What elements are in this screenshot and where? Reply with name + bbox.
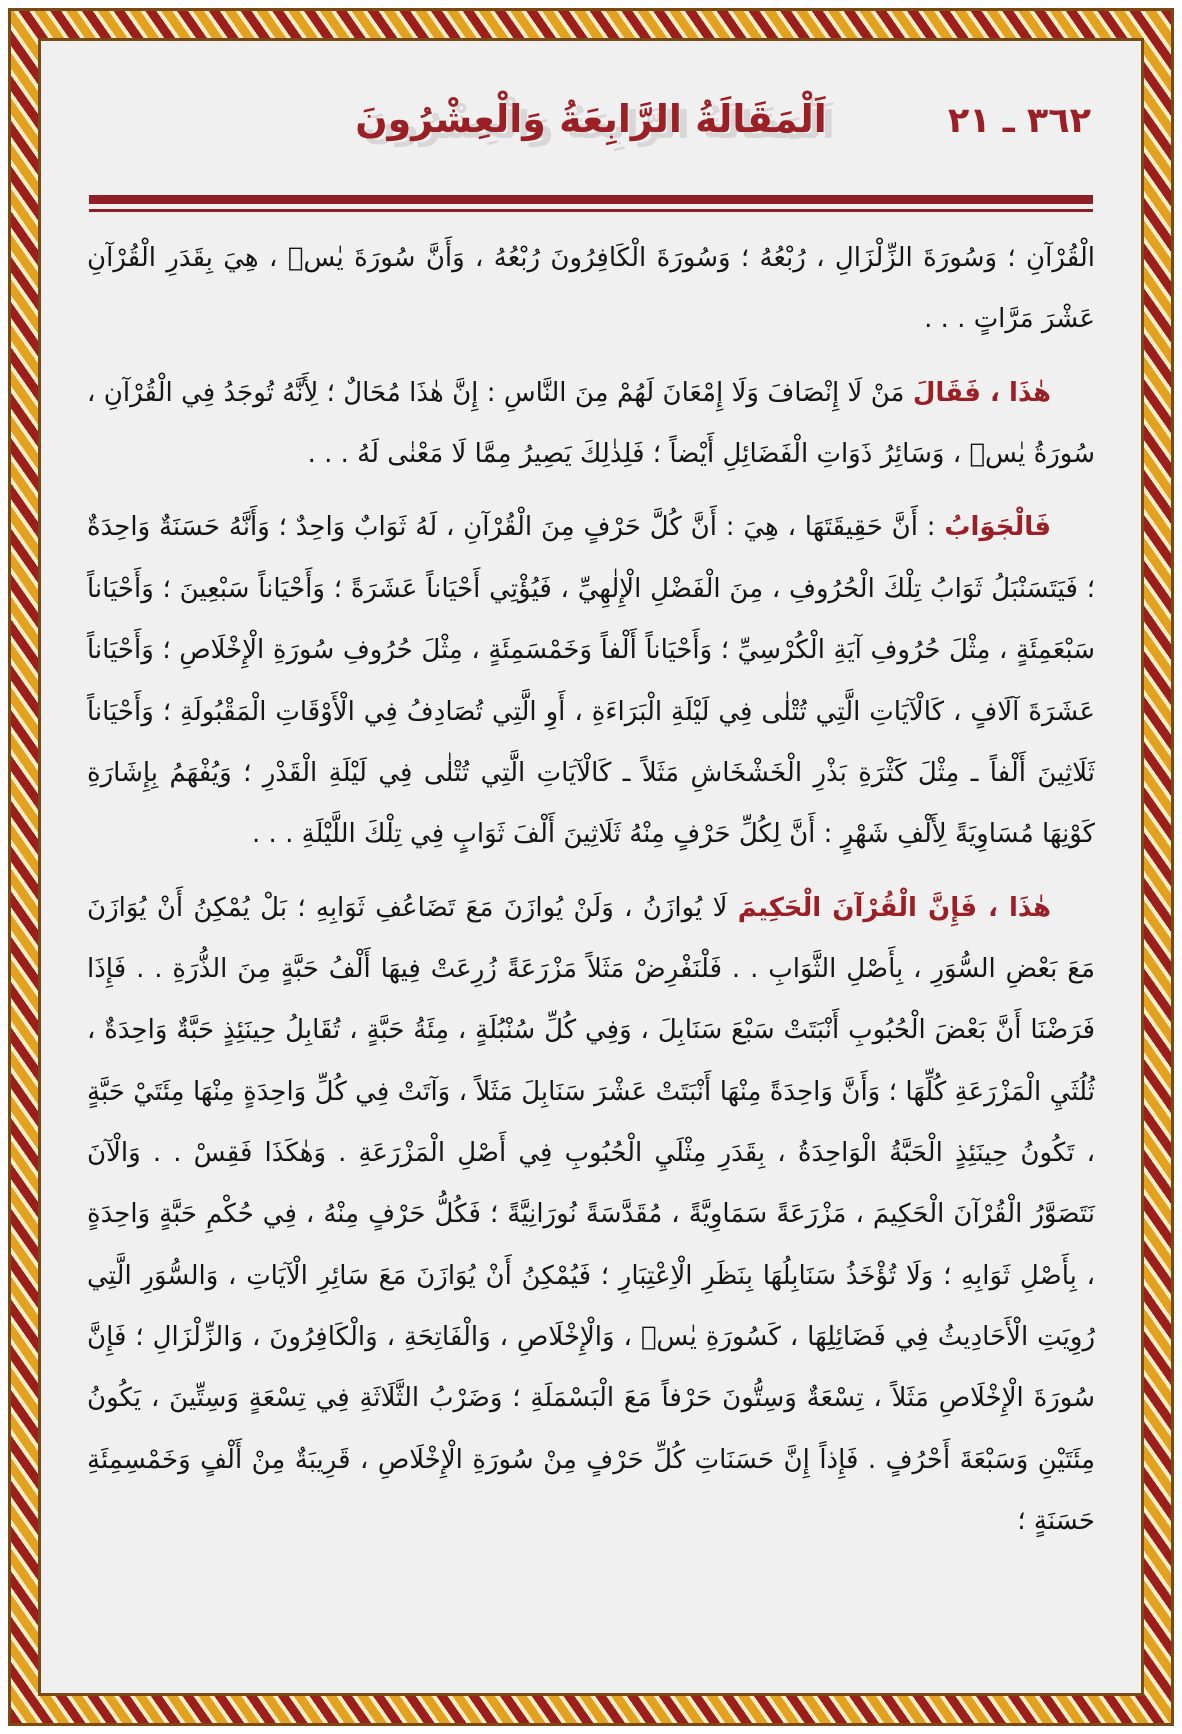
page-header: [75, 59, 1107, 181]
page-number: ٣٦٢ ـ ٢١: [947, 101, 1091, 141]
paragraph: [87, 363, 1095, 486]
page-title: اَلْمَقَالَةُ الرَّابِعَةُ وَالْعِشْرُونَ: [355, 97, 827, 141]
page-content-area: [38, 38, 1144, 1696]
body-text: [75, 212, 1107, 1553]
paragraph-text: لَا يُوازَنُ ، وَلَنْ يُوازَنَ مَعَ تَضَاعُفِ ثَوَابِهِ ؛ بَلْ يُمْكِنُ أَنْ يُوَازَنَ مَعَ بَعْضِ السُّوَرِ ، بِأَصْلِ الثَّوَابِ . . فَلْنَفْرِضْ مَثَلاً مَزْرَعَةً زُرِعَتْ فِيهَا أَلْفُ حَبَّةٍ مِنَ الذُّرَةِ . . فَإِذَا فَرَضْنَا أَنَّ بَعْضَ الْحُبُوبِ أَنْبَتَتْ سَبْعَ سَنَابِلَ ، وَفِي كُلِّ سُنْبُلَةٍ ، مِئَةُ حَبَّةٍ ، تُقَابِلُ حِينَئِذٍ حَبَّةٌ وَاحِدَةٌ ، ثُلُثَيِ الْمَزْرَعَةِ كُلِّهَا ؛ وَأَنَّ وَاحِدَةً مِنْهَا أَنْبَتَتْ عَشْرَ سَنَابِلَ مَثَلاً ، وَآتَتْ فِي كُلِّ وَاحِدَةٍ مِنْهَا مِئَتَيْ حَبَّةٍ ، تَكُونُ حِينَئِذٍ الْحَبَّةُ الْوَاحِدَةُ ، بِقَدَرِ مِثْلَيِ الْحُبُوبِ فِي أَصْلِ الْمَزْرَعَةِ . وَهٰكَذَا فَقِسْ . . وَالْآنَ نَتَصَوَّرُ الْقُرْآنَ الْحَكِيمَ ، مَزْرَعَةً سَمَاوِيَّةً ، مُقَدَّسَةً نُورَانِيَّةً ؛ فَكُلُّ حَرْفٍ مِنْهُ ، فِي حُكْمِ حَبَّةٍ وَاحِدَةٍ ، بِأَصْلِ ثَوَابِهِ ؛ وَلَا تُؤْخَذُ سَنَابِلُهَا بِنَظَرِ الْاِعْتِبَارِ ؛ فَيُمْكِنُ أَنْ يُوَازَنَ مَعَ سَائِرِ الْآيَاتِ ، وَالسُّوَرِ الَّتِي رُوِيَتِ الْأَحَادِيثُ فِي فَضَائِلِهَا ، كَسُورَةِ يٰسۤ ، وَالْإِخْلَاصِ ، وَالْفَاتِحَةِ ، وَالْكَافِرُونَ ، وَالزِّلْزَالِ ؛ فَإِنَّ سُورَةَ الْإِخْلَاصِ مَثَلاً ، تِسْعَةٌ وَسِتُّونَ حَرْفاً مَعَ الْبَسْمَلَةِ ؛ وَضَرْبُ الثَّلَاثَةِ فِي تِسْعَةٍ وَسِتِّينَ ، يَكُونُ مِئَتَيْنِ وَسَبْعَةَ أَحْرُفٍ . فَإِذاً إِنَّ حَسَنَاتِ كُلِّ حَرْفٍ مِنْ سُورَةِ الْإِخْلَاصِ ، قَرِيبَةٌ مِنْ أَلْفٍ وَخَمْسِمِئَةِ حَسَنَةٍ ؛: [87, 892, 1095, 1537]
ornamental-border: [8, 8, 1174, 1726]
paragraph-lead-red: هٰذَا ، فَإِنَّ الْقُرْآنَ الْحَكِيمَ: [737, 892, 1051, 923]
paragraph-text: الْقُرْآنِ ؛ وَسُورَةَ الزِّلْزَالِ ، رُبْعُهُ ؛ وَسُورَةَ الْكَافِرُونَ رُبْعُهُ ، وَأَنَّ سُورَةَ يٰسۤ ، هِيَ بِقَدَرِ الْقُرْآنِ عَشْرَ مَرَّاتٍ . . .: [87, 243, 1095, 335]
paragraph: [87, 497, 1095, 865]
paragraph-text: : أَنَّ حَقِيقَتَهَا ، هِيَ : أَنَّ كُلَّ حَرْفٍ مِنَ الْقُرْآنِ ، لَهُ ثَوَابٌ وَاحِدٌ ؛ وَأَنَّهُ حَسَنَةٌ وَاحِدَةٌ ؛ فَيَتَسَنْبَلُ ثَوَابُ تِلْكَ الْحُرُوفِ ، مِنَ الْفَضْلِ الْإِلٰهِيِّ ، فَيُؤْتِي أَحْيَاناً عَشَرَةً ؛ وَأَحْيَاناً سَبْعِينَ ؛ وَأَحْيَاناً سَبْعَمِئَةٍ ، مِثْلَ حُرُوفِ آيَةِ الْكُرْسِيِّ ؛ وَأَحْيَاناً أَلْفاً وَخَمْسَمِئَةٍ ، مِثْلَ حُرُوفِ سُورَةِ الْإِخْلَاصِ ؛ وَأَحْيَاناً عَشَرَةَ آلَافٍ ، كَالْآيَاتِ الَّتِي تُتْلٰى فِي لَيْلَةِ الْبَرَاءَةِ ، أَوِ الَّتِي تُصَادِفُ فِي الْأَوْقَاتِ الْمَقْبُولَةِ ؛ وَأَحْيَاناً ثَلَاثِينَ أَلْفاً ـ مِثْلَ كَثْرَةِ بَذْرِ الْخَشْخَاشِ مَثَلاً ـ كَالْآيَاتِ الَّتِي تُتْلٰى فِي لَيْلَةِ الْقَدْرِ ؛ وَيُفْهَمُ بِإِشَارَةِ كَوْنِهَا مُسَاوِيَةً لِأَلْفِ شَهْرٍ : أَنَّ لِكُلِّ حَرْفٍ مِنْهُ ثَلَاثِينَ أَلْفَ ثَوَابٍ فِي تِلْكَ اللَّيْلَةِ . . .: [87, 512, 1095, 850]
paragraph: [87, 228, 1095, 351]
header-divider-thick: [89, 195, 1093, 204]
paragraph-lead-red: فَالْجَوَابُ: [944, 512, 1051, 543]
paragraph-text: مَنْ لَا إِنْصَافَ وَلَا إِمْعَانَ لَهُمْ مِنَ النَّاسِ : إِنَّ هٰذَا مُحَالٌ ؛ لِأَنَّهُ تُوجَدُ فِي الْقُرْآنِ ، سُورَةُ يٰسۤ ، وَسَائِرُ ذَوَاتِ الْفَضَائِلِ أَيْضاً ؛ فَلِذٰلِكَ يَصِيرُ مِمَّا لَا مَعْنٰى لَهُ . . .: [87, 377, 1095, 470]
paragraph: [87, 878, 1095, 1553]
paragraph-lead-red: هٰذَا ، فَقَالَ: [912, 377, 1052, 408]
